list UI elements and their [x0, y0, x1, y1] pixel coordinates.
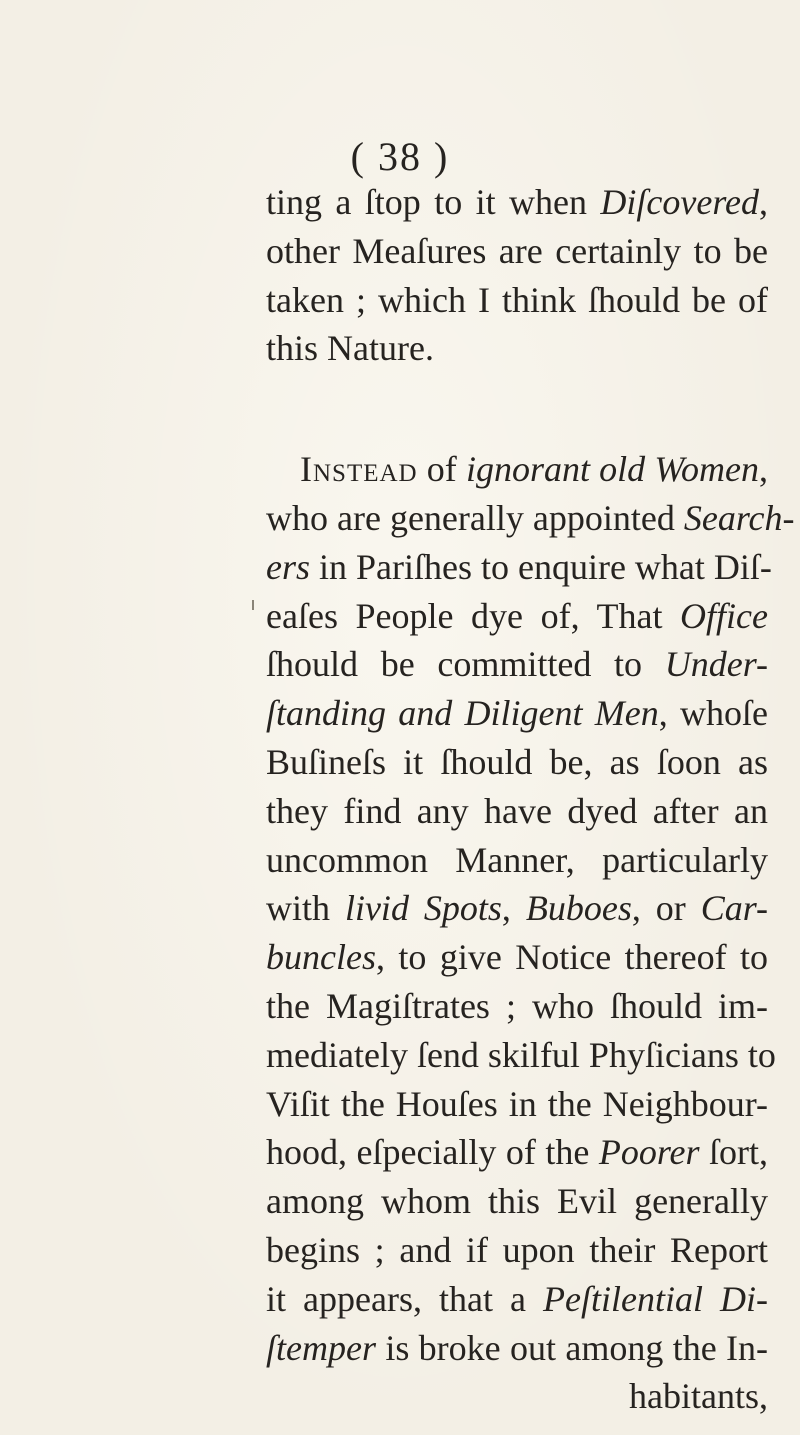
body-text	[266, 178, 795, 1421]
text-run: with	[266, 888, 345, 929]
text-run: eaſes People dye of, That	[266, 595, 681, 636]
italic-run: Buboes	[525, 888, 632, 929]
italic-run: Office	[680, 595, 768, 636]
text-run: ting a ſtop to it when	[266, 182, 601, 222]
text-line	[266, 1275, 768, 1324]
text-line: other Meaſures are certainly to be	[266, 230, 768, 271]
text-run: ſort,	[699, 1132, 768, 1173]
text-line: taken ; which I think ſhould be of	[266, 279, 768, 320]
text-run: ,	[501, 888, 526, 929]
text-run: ,	[758, 449, 768, 490]
text-run: in Pariſhes to enquire what Diſ-	[310, 546, 772, 587]
text-run: ſhould be committed to	[266, 644, 665, 685]
italic-run: Under-	[664, 644, 768, 685]
text-run: , to give Notice thereof to	[375, 937, 768, 978]
text-run: it appears, that a	[266, 1278, 544, 1319]
italic-run: livid Spots	[344, 888, 502, 929]
text-line: among whom this Evil generally	[266, 1181, 768, 1222]
text-run: is broke out among the In-	[375, 1327, 768, 1368]
text-run: ,	[759, 182, 768, 222]
italic-run: ſtanding and Diligent Men	[266, 693, 659, 734]
italic-run: ignorant old Women	[465, 449, 759, 490]
text-line	[266, 933, 768, 982]
page-number: ( 38 )	[350, 134, 450, 179]
catchword-line: habitants,	[629, 1376, 768, 1417]
italic-run: buncles	[266, 937, 376, 978]
italic-run: ſtemper	[266, 1327, 376, 1368]
text-line	[266, 592, 768, 641]
text-line	[266, 640, 768, 689]
text-line	[266, 884, 768, 933]
text-line: this Nature.	[266, 328, 434, 369]
text-line: they find any have dyed after an	[266, 790, 768, 831]
italic-run: Peſtilential Di-	[543, 1278, 768, 1319]
text-run: of	[417, 449, 466, 490]
small-caps-run: Instead	[300, 449, 418, 490]
italic-run: ers	[266, 546, 310, 587]
text-run: , whoſe	[658, 693, 768, 734]
text-line	[266, 494, 795, 543]
text-line: uncommon Manner, particularly	[266, 839, 768, 880]
italic-run: Diſcovered	[600, 182, 759, 222]
text-line	[266, 1324, 768, 1373]
text-run: , or	[631, 888, 701, 929]
text-run: hood, eſpecially of the	[266, 1132, 599, 1173]
text-line	[266, 689, 768, 738]
text-run: who are generally appointed	[266, 497, 684, 538]
text-line: begins ; and if upon their Report	[266, 1229, 768, 1270]
text-line: mediately ſend skilful Phyſicians to	[266, 1034, 776, 1075]
ink-mark	[252, 600, 254, 610]
text-line	[266, 445, 768, 494]
text-line	[266, 178, 768, 227]
text-line	[266, 1128, 768, 1177]
italic-run: Car-	[700, 888, 768, 929]
paragraph-gap	[266, 373, 768, 445]
text-line	[266, 543, 772, 592]
italic-run: Poorer	[598, 1132, 700, 1173]
text-line: the Magiſtrates ; who ſhould im-	[266, 985, 768, 1026]
text-line: Viſit the Houſes in the Neighbour-	[266, 1083, 768, 1124]
text-line: Buſineſs it ſhould be, as ſoon as	[266, 741, 768, 782]
italic-run: Search-	[683, 497, 795, 538]
